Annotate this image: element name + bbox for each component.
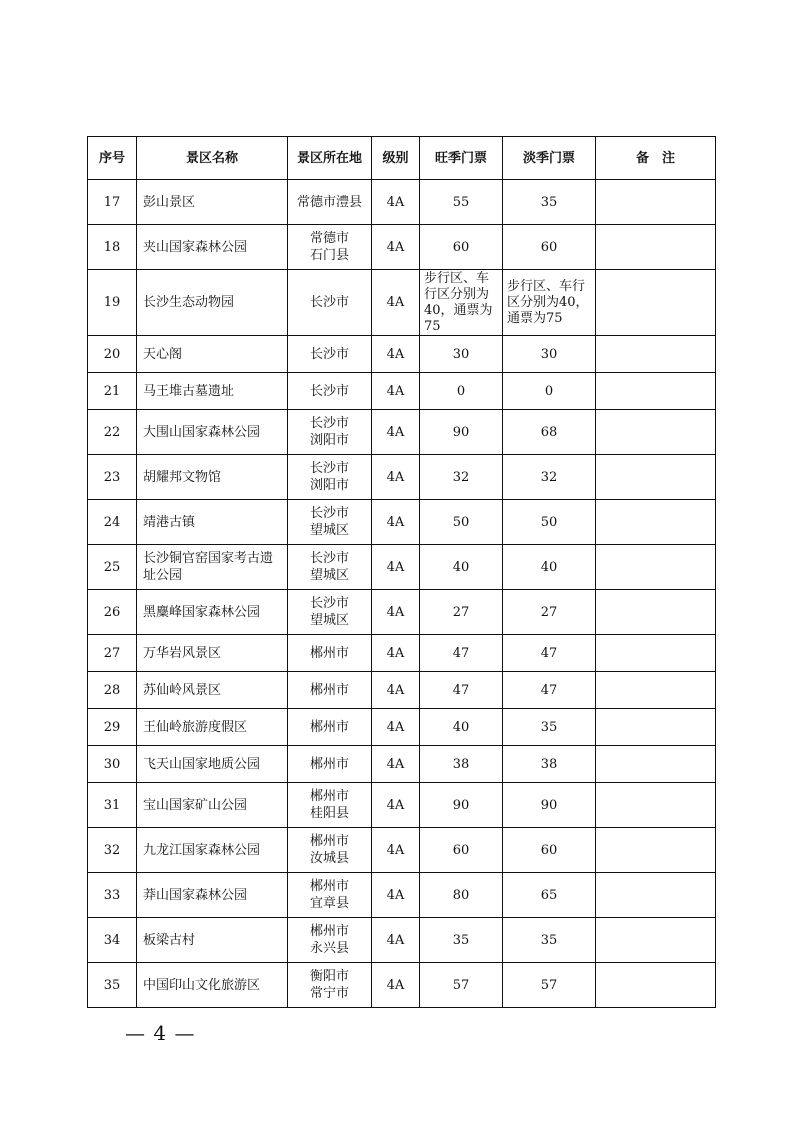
cell-off-ticket: 68 xyxy=(503,410,596,455)
cell-index: 31 xyxy=(88,783,137,828)
cell-peak-ticket: 30 xyxy=(420,336,503,373)
location-line: 郴州市 xyxy=(309,834,349,849)
table-row xyxy=(88,746,716,783)
cell-peak-ticket: 0 xyxy=(420,373,503,410)
location-line: 郴州市 xyxy=(309,645,349,661)
table-row xyxy=(88,180,716,225)
cell-remark xyxy=(596,783,716,828)
cell-remark xyxy=(596,180,716,225)
cell-peak-ticket: 90 xyxy=(420,410,503,455)
header-off-ticket: 淡季门票 xyxy=(503,137,596,180)
header-name: 景区名称 xyxy=(137,137,288,180)
cell-location xyxy=(288,783,372,828)
table-row xyxy=(88,873,716,918)
location-line: 常德市 xyxy=(309,231,349,246)
cell-index: 32 xyxy=(88,828,137,873)
location-line: 浏阳市 xyxy=(309,478,349,493)
cell-name: 胡耀邦文物馆 xyxy=(137,455,288,500)
cell-peak-ticket: 50 xyxy=(420,500,503,545)
location-line: 长沙市 xyxy=(309,551,349,566)
cell-index: 23 xyxy=(88,455,137,500)
cell-level: 4A xyxy=(372,918,420,963)
cell-name: 飞天山国家地质公园 xyxy=(137,746,288,783)
cell-remark xyxy=(596,635,716,672)
cell-index: 25 xyxy=(88,545,137,590)
cell-off-ticket: 50 xyxy=(503,500,596,545)
cell-peak-ticket: 32 xyxy=(420,455,503,500)
cell-remark xyxy=(596,590,716,635)
cell-peak-ticket: 80 xyxy=(420,873,503,918)
cell-location xyxy=(288,180,372,225)
location-line: 望城区 xyxy=(309,568,349,583)
location-line: 长沙市 xyxy=(309,295,349,310)
cell-index: 26 xyxy=(88,590,137,635)
cell-peak-ticket: 57 xyxy=(420,963,503,1008)
cell-index: 20 xyxy=(88,336,137,373)
cell-location xyxy=(288,635,372,672)
table-row xyxy=(88,783,716,828)
location-line: 郴州市 xyxy=(309,924,349,939)
cell-off-ticket: 60 xyxy=(503,225,596,270)
table-row xyxy=(88,225,716,270)
cell-index: 34 xyxy=(88,918,137,963)
location-line: 永兴县 xyxy=(309,941,349,956)
cell-name: 王仙岭旅游度假区 xyxy=(137,709,288,746)
cell-name: 长沙生态动物园 xyxy=(137,270,288,336)
table-row xyxy=(88,590,716,635)
location-line: 郴州市 xyxy=(309,756,349,772)
table-row xyxy=(88,455,716,500)
location-line: 衡阳市 xyxy=(309,969,349,984)
cell-level: 4A xyxy=(372,225,420,270)
cell-index: 17 xyxy=(88,180,137,225)
cell-location xyxy=(288,672,372,709)
cell-off-ticket: 0 xyxy=(503,373,596,410)
cell-off-ticket: 40 xyxy=(503,545,596,590)
cell-name: 九龙江国家森林公园 xyxy=(137,828,288,873)
cell-level: 4A xyxy=(372,783,420,828)
cell-name: 大围山国家森林公园 xyxy=(137,410,288,455)
table-body xyxy=(88,180,716,1008)
cell-off-ticket: 27 xyxy=(503,590,596,635)
location-line: 宜章县 xyxy=(309,896,349,911)
cell-location xyxy=(288,873,372,918)
cell-index: 18 xyxy=(88,225,137,270)
cell-peak-ticket: 47 xyxy=(420,635,503,672)
cell-location xyxy=(288,746,372,783)
cell-location xyxy=(288,545,372,590)
cell-level: 4A xyxy=(372,410,420,455)
page-number: — 4 — xyxy=(125,1021,196,1045)
cell-remark xyxy=(596,918,716,963)
table-row xyxy=(88,270,716,336)
cell-level: 4A xyxy=(372,746,420,783)
location-line: 长沙市 xyxy=(309,346,349,362)
cell-peak-ticket: 35 xyxy=(420,918,503,963)
cell-peak-ticket: 60 xyxy=(420,225,503,270)
cell-level: 4A xyxy=(372,635,420,672)
location-line: 长沙市 xyxy=(309,461,349,476)
cell-off-ticket: 30 xyxy=(503,336,596,373)
location-line: 长沙市 xyxy=(309,596,349,611)
cell-name: 彭山景区 xyxy=(137,180,288,225)
cell-location xyxy=(288,373,372,410)
cell-level: 4A xyxy=(372,455,420,500)
cell-off-ticket: 65 xyxy=(503,873,596,918)
table-row xyxy=(88,410,716,455)
cell-remark xyxy=(596,410,716,455)
cell-level: 4A xyxy=(372,963,420,1008)
cell-level: 4A xyxy=(372,373,420,410)
cell-peak-ticket: 步行区、车行区分别为40，通票为75 xyxy=(420,270,503,336)
header-remark: 备 注 xyxy=(596,137,716,180)
cell-index: 22 xyxy=(88,410,137,455)
location-line: 汝城县 xyxy=(309,851,349,866)
cell-location xyxy=(288,963,372,1008)
cell-peak-ticket: 40 xyxy=(420,545,503,590)
cell-remark xyxy=(596,270,716,336)
cell-level: 4A xyxy=(372,828,420,873)
cell-level: 4A xyxy=(372,873,420,918)
table-row xyxy=(88,373,716,410)
cell-level: 4A xyxy=(372,270,420,336)
location-line: 浏阳市 xyxy=(309,433,349,448)
cell-peak-ticket: 38 xyxy=(420,746,503,783)
cell-peak-ticket: 27 xyxy=(420,590,503,635)
cell-remark xyxy=(596,500,716,545)
cell-name: 莽山国家森林公园 xyxy=(137,873,288,918)
cell-off-ticket: 35 xyxy=(503,918,596,963)
cell-remark xyxy=(596,545,716,590)
cell-peak-ticket: 60 xyxy=(420,828,503,873)
table-row xyxy=(88,963,716,1008)
header-peak-ticket: 旺季门票 xyxy=(420,137,503,180)
location-line: 长沙市 xyxy=(309,416,349,431)
cell-remark xyxy=(596,336,716,373)
cell-remark xyxy=(596,828,716,873)
table-row xyxy=(88,500,716,545)
location-line: 望城区 xyxy=(309,523,349,538)
cell-location xyxy=(288,225,372,270)
header-index: 序号 xyxy=(88,137,137,180)
cell-remark xyxy=(596,455,716,500)
location-line: 常宁市 xyxy=(309,986,349,1001)
cell-peak-ticket: 47 xyxy=(420,672,503,709)
cell-remark xyxy=(596,873,716,918)
location-line: 石门县 xyxy=(309,248,349,263)
cell-level: 4A xyxy=(372,545,420,590)
cell-location xyxy=(288,500,372,545)
location-line: 长沙市 xyxy=(309,383,349,399)
cell-name: 天心阁 xyxy=(137,336,288,373)
cell-location xyxy=(288,709,372,746)
cell-index: 29 xyxy=(88,709,137,746)
table-row xyxy=(88,336,716,373)
cell-location xyxy=(288,410,372,455)
cell-remark xyxy=(596,373,716,410)
cell-level: 4A xyxy=(372,180,420,225)
cell-name: 板梁古村 xyxy=(137,918,288,963)
cell-name: 长沙铜官窑国家考古遗址公园 xyxy=(137,545,288,590)
cell-index: 19 xyxy=(88,270,137,336)
cell-location xyxy=(288,455,372,500)
cell-index: 24 xyxy=(88,500,137,545)
cell-index: 28 xyxy=(88,672,137,709)
cell-off-ticket: 47 xyxy=(503,635,596,672)
cell-location xyxy=(288,828,372,873)
cell-location xyxy=(288,336,372,373)
cell-name: 黑麋峰国家森林公园 xyxy=(137,590,288,635)
cell-off-ticket: 35 xyxy=(503,709,596,746)
cell-level: 4A xyxy=(372,500,420,545)
cell-index: 27 xyxy=(88,635,137,672)
cell-off-ticket: 35 xyxy=(503,180,596,225)
cell-remark xyxy=(596,225,716,270)
location-line: 桂阳县 xyxy=(309,806,349,821)
scenic-spot-ticket-table xyxy=(87,136,716,1008)
cell-index: 30 xyxy=(88,746,137,783)
cell-location xyxy=(288,918,372,963)
cell-peak-ticket: 40 xyxy=(420,709,503,746)
cell-location xyxy=(288,590,372,635)
table-row xyxy=(88,828,716,873)
cell-index: 21 xyxy=(88,373,137,410)
table-row xyxy=(88,709,716,746)
table-header-row xyxy=(88,137,716,180)
cell-level: 4A xyxy=(372,336,420,373)
cell-name: 夹山国家森林公园 xyxy=(137,225,288,270)
location-line: 郴州市 xyxy=(309,682,349,698)
header-location: 景区所在地 xyxy=(288,137,372,180)
table-row xyxy=(88,918,716,963)
cell-remark xyxy=(596,963,716,1008)
cell-off-ticket: 32 xyxy=(503,455,596,500)
cell-level: 4A xyxy=(372,709,420,746)
cell-index: 33 xyxy=(88,873,137,918)
cell-name: 苏仙岭风景区 xyxy=(137,672,288,709)
cell-off-ticket: 步行区、车行区分别为40，通票为75 xyxy=(503,270,596,336)
cell-off-ticket: 57 xyxy=(503,963,596,1008)
cell-remark xyxy=(596,672,716,709)
cell-name: 中国印山文化旅游区 xyxy=(137,963,288,1008)
location-line: 望城区 xyxy=(309,613,349,628)
table-row xyxy=(88,672,716,709)
cell-index: 35 xyxy=(88,963,137,1008)
header-level: 级别 xyxy=(372,137,420,180)
location-line: 常德市澧县 xyxy=(296,194,362,210)
table-row xyxy=(88,635,716,672)
cell-name: 靖港古镇 xyxy=(137,500,288,545)
cell-off-ticket: 38 xyxy=(503,746,596,783)
cell-off-ticket: 47 xyxy=(503,672,596,709)
cell-name: 宝山国家矿山公园 xyxy=(137,783,288,828)
cell-level: 4A xyxy=(372,672,420,709)
cell-peak-ticket: 90 xyxy=(420,783,503,828)
cell-name: 万华岩风景区 xyxy=(137,635,288,672)
cell-location xyxy=(288,270,372,336)
location-line: 长沙市 xyxy=(309,506,349,521)
location-line: 郴州市 xyxy=(309,879,349,894)
cell-off-ticket: 90 xyxy=(503,783,596,828)
cell-remark xyxy=(596,709,716,746)
location-line: 郴州市 xyxy=(309,719,349,735)
cell-off-ticket: 60 xyxy=(503,828,596,873)
cell-peak-ticket: 55 xyxy=(420,180,503,225)
cell-name: 马王堆古墓遗址 xyxy=(137,373,288,410)
cell-level: 4A xyxy=(372,590,420,635)
table-row xyxy=(88,545,716,590)
location-line: 郴州市 xyxy=(309,789,349,804)
cell-remark xyxy=(596,746,716,783)
